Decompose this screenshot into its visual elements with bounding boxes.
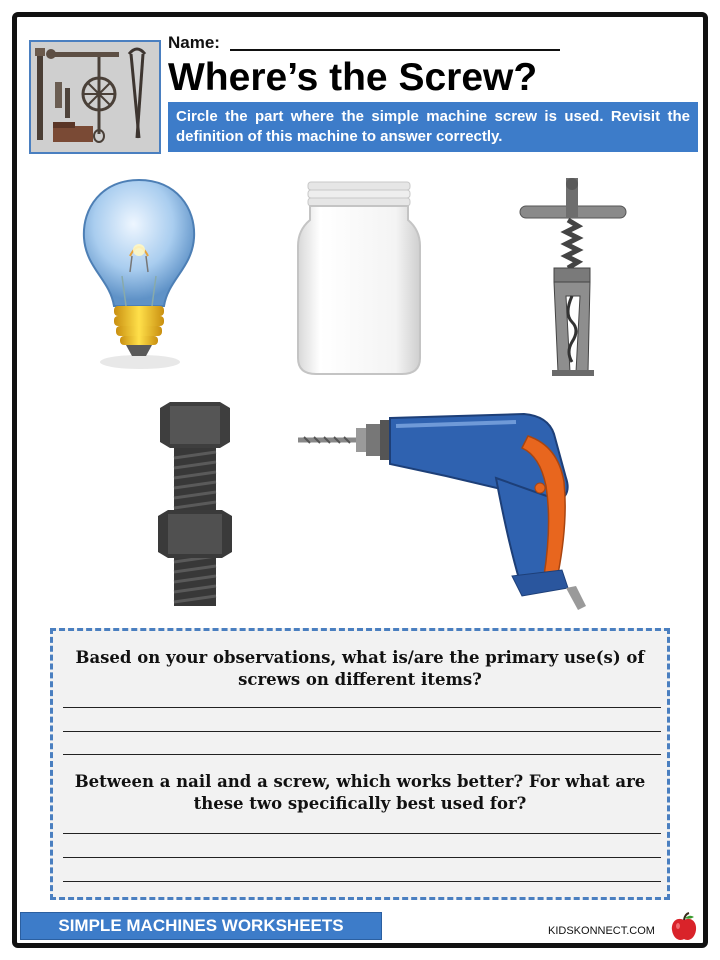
question-2: Between a nail and a screw, which works better? For what are these two specifically best used for? (74, 772, 646, 813)
question-1: Based on your observations, what is/are the primary use(s) of screws on different items? (75, 648, 645, 689)
instructions-banner: Circle the part where the simple machine screw is used. Revisit the definition of this machine to answer correctly. (168, 102, 698, 152)
answer-line[interactable] (63, 754, 661, 755)
power-drill-image[interactable] (296, 412, 598, 618)
answer-line[interactable] (63, 833, 661, 834)
name-field[interactable] (168, 33, 568, 55)
answer-line[interactable] (63, 731, 661, 732)
bolt-and-nut-image[interactable] (154, 402, 236, 608)
old-tools-thumbnail (29, 40, 161, 154)
glass-jar-image[interactable] (296, 180, 422, 376)
apple-logo-icon (670, 912, 698, 942)
name-label: Name: (168, 33, 220, 52)
page-title: Where’s the Screw? (168, 56, 538, 99)
answer-line[interactable] (63, 857, 661, 858)
worksheet-series-tag: SIMPLE MACHINES WORKSHEETS (20, 912, 382, 940)
corkscrew-image[interactable] (518, 176, 628, 378)
name-underline (230, 49, 560, 51)
answer-line[interactable] (63, 881, 661, 882)
light-bulb-image[interactable] (80, 176, 198, 374)
answer-line[interactable] (63, 707, 661, 708)
brand-text: KIDSKONNECT.COM (548, 925, 655, 937)
questions-box (50, 628, 670, 900)
